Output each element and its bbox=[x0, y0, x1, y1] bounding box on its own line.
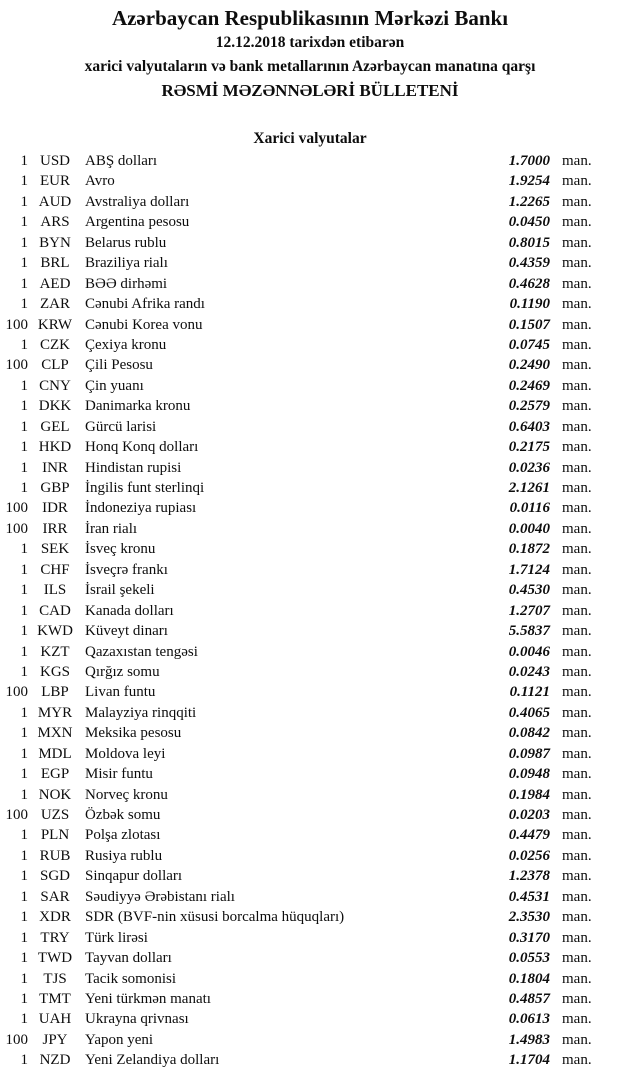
rate-value: 0.1804 bbox=[508, 970, 550, 987]
rate-unit: man. bbox=[562, 970, 592, 987]
currency-name: Gürcü larisi bbox=[85, 418, 157, 435]
currency-quantity: 1 bbox=[20, 766, 28, 783]
currency-code: DKK bbox=[38, 398, 72, 415]
currency-quantity: 100 bbox=[5, 1031, 28, 1048]
table-row bbox=[0, 703, 598, 723]
rate-unit: man. bbox=[562, 439, 592, 456]
rate-unit: man. bbox=[562, 214, 592, 231]
rate-unit: man. bbox=[562, 990, 592, 1007]
currency-name: Argentina pesosu bbox=[85, 214, 190, 231]
table-row bbox=[0, 887, 598, 907]
rate-value: 2.1261 bbox=[508, 480, 550, 496]
table-row bbox=[0, 866, 598, 886]
table-row bbox=[0, 601, 598, 621]
rate-unit: man. bbox=[562, 868, 592, 885]
currency-quantity: 1 bbox=[20, 255, 28, 272]
currency-quantity: 1 bbox=[20, 153, 28, 169]
rate-unit: man. bbox=[562, 582, 592, 599]
table-row bbox=[0, 315, 598, 335]
rate-value: 1.4983 bbox=[508, 1031, 550, 1048]
rate-value: 0.0046 bbox=[508, 643, 550, 660]
rate-unit: man. bbox=[562, 296, 592, 313]
table-row bbox=[0, 376, 598, 396]
rate-value: 1.7000 bbox=[508, 153, 550, 169]
table-row bbox=[0, 274, 598, 294]
rate-value: 1.7124 bbox=[508, 561, 550, 578]
rate-unit: man. bbox=[562, 643, 592, 660]
currency-quantity: 1 bbox=[20, 377, 28, 394]
currency-code: UAH bbox=[38, 1011, 72, 1028]
currency-name: BƏƏ dirhəmi bbox=[85, 275, 168, 292]
currency-name: ABŞ dolları bbox=[85, 153, 158, 169]
table-row bbox=[0, 744, 598, 764]
currency-code: SGD bbox=[39, 868, 70, 885]
rate-value: 0.2579 bbox=[508, 398, 550, 415]
currency-name: İsveçrə frankı bbox=[85, 561, 168, 578]
currency-code: CNY bbox=[39, 377, 71, 394]
currency-name: Səudiyyə Ərəbistanı rialı bbox=[85, 888, 235, 905]
table-row bbox=[0, 1030, 598, 1050]
rate-value: 0.2490 bbox=[508, 357, 550, 374]
table-row bbox=[0, 417, 598, 437]
currency-quantity: 100 bbox=[5, 357, 28, 374]
rate-unit: man. bbox=[562, 766, 592, 783]
currency-code: AUD bbox=[38, 193, 72, 210]
rate-unit: man. bbox=[562, 234, 592, 251]
rate-value: 1.2707 bbox=[508, 602, 550, 619]
currency-code: JPY bbox=[42, 1031, 68, 1048]
table-row bbox=[0, 171, 598, 191]
table-row bbox=[0, 1050, 598, 1070]
currency-name: Çexiya kronu bbox=[85, 336, 167, 353]
rate-unit: man. bbox=[562, 561, 592, 578]
rate-unit: man. bbox=[562, 193, 592, 210]
currency-code: BRL bbox=[40, 255, 70, 272]
currency-quantity: 1 bbox=[20, 275, 28, 292]
rate-unit: man. bbox=[562, 950, 592, 967]
bulletin-subtitle: xarici valyutaların və bank metallarının Azərbaycan manatına qarşı bbox=[84, 58, 536, 75]
currency-quantity: 1 bbox=[20, 173, 28, 190]
currency-name: Avstraliya dolları bbox=[85, 193, 190, 210]
currency-quantity: 1 bbox=[20, 725, 28, 742]
currency-quantity: 1 bbox=[20, 193, 28, 210]
currency-name: Avro bbox=[85, 173, 115, 190]
currency-quantity: 1 bbox=[20, 745, 28, 762]
currency-name: Küveyt dinarı bbox=[85, 623, 168, 640]
rate-unit: man. bbox=[562, 847, 592, 864]
currency-quantity: 1 bbox=[20, 623, 28, 640]
currency-code: IDR bbox=[42, 500, 68, 517]
rate-unit: man. bbox=[562, 704, 592, 721]
currency-name: Rusiya rublu bbox=[85, 847, 163, 864]
rate-unit: man. bbox=[562, 316, 592, 333]
currency-name: Cənubi Afrika randı bbox=[85, 296, 205, 313]
currency-quantity: 1 bbox=[20, 602, 28, 619]
rate-unit: man. bbox=[562, 1011, 592, 1028]
rate-value: 0.4065 bbox=[508, 704, 550, 721]
table-row bbox=[0, 519, 598, 539]
currency-name: Livan funtu bbox=[85, 684, 156, 701]
rate-unit: man. bbox=[562, 357, 592, 374]
currency-name: Çin yuanı bbox=[85, 377, 144, 394]
currency-code: AED bbox=[39, 275, 71, 292]
table-row bbox=[0, 539, 598, 559]
currency-code: EGP bbox=[40, 766, 70, 783]
currency-name: Kanada dolları bbox=[85, 602, 174, 619]
currency-quantity: 1 bbox=[20, 868, 28, 885]
currency-quantity: 1 bbox=[20, 439, 28, 456]
currency-quantity: 1 bbox=[20, 643, 28, 660]
table-row bbox=[0, 192, 598, 212]
table-row bbox=[0, 969, 598, 989]
currency-quantity: 1 bbox=[20, 459, 28, 476]
rate-value: 0.0116 bbox=[509, 500, 550, 517]
currency-code: HKD bbox=[38, 439, 72, 456]
rate-value: 0.4531 bbox=[508, 888, 550, 905]
currency-name: Danimarka kronu bbox=[85, 398, 191, 415]
currency-quantity: 1 bbox=[20, 786, 28, 803]
rate-unit: man. bbox=[562, 623, 592, 640]
currency-name: Qazaxıstan tengəsi bbox=[85, 643, 198, 660]
currency-code: GBP bbox=[40, 480, 70, 496]
currency-code: TRY bbox=[40, 929, 70, 946]
rate-unit: man. bbox=[562, 786, 592, 803]
rate-value: 1.2378 bbox=[508, 868, 550, 885]
currency-name: Türk lirəsi bbox=[85, 929, 148, 946]
currency-code: TJS bbox=[43, 970, 67, 987]
currency-code: NZD bbox=[39, 1052, 71, 1069]
rate-value: 0.4359 bbox=[508, 255, 550, 272]
currency-name: İran rialı bbox=[85, 520, 138, 537]
table-row bbox=[0, 580, 598, 600]
rate-value: 0.0243 bbox=[508, 663, 550, 680]
currency-quantity: 100 bbox=[5, 807, 28, 823]
currency-code: KRW bbox=[37, 316, 73, 333]
table-row bbox=[0, 723, 598, 743]
currency-code: SEK bbox=[40, 541, 70, 558]
currency-name: Yeni türkmən manatı bbox=[85, 990, 211, 1007]
table-row bbox=[0, 396, 598, 416]
rate-value: 0.4628 bbox=[508, 275, 550, 292]
table-row bbox=[0, 294, 598, 314]
currency-quantity: 1 bbox=[20, 234, 28, 251]
currency-name: Çili Pesosu bbox=[85, 357, 153, 374]
rate-unit: man. bbox=[562, 745, 592, 762]
rate-unit: man. bbox=[562, 255, 592, 272]
rate-value: 0.0987 bbox=[508, 745, 550, 762]
currency-code: GEL bbox=[40, 418, 70, 435]
currency-name: Yeni Zelandiya dolları bbox=[85, 1052, 220, 1069]
currency-code: CAD bbox=[39, 602, 71, 619]
rate-value: 0.0842 bbox=[508, 725, 550, 742]
currency-code: SAR bbox=[40, 888, 70, 905]
currency-name: İngilis funt sterlinqi bbox=[85, 480, 205, 496]
rate-unit: man. bbox=[562, 909, 592, 926]
rate-value: 1.1704 bbox=[508, 1052, 550, 1069]
currency-name: Honq Konq dolları bbox=[85, 439, 199, 456]
rate-unit: man. bbox=[562, 173, 592, 190]
currency-name: Qırğız somu bbox=[85, 663, 160, 680]
currency-quantity: 1 bbox=[20, 663, 28, 680]
bank-title: Azərbaycan Respublikasının Mərkəzi Bankı bbox=[111, 6, 509, 30]
currency-name: Tacik somonisi bbox=[85, 970, 177, 987]
currency-quantity: 1 bbox=[20, 561, 28, 578]
table-row bbox=[0, 989, 598, 1009]
table-row bbox=[0, 948, 598, 968]
rate-value: 0.1121 bbox=[509, 684, 550, 701]
currency-name: Sinqapur dolları bbox=[85, 868, 183, 885]
currency-quantity: 1 bbox=[20, 1011, 28, 1028]
currency-name: Malayziya rinqqiti bbox=[85, 704, 197, 721]
rate-unit: man. bbox=[562, 1031, 592, 1048]
currency-name: Yapon yeni bbox=[85, 1031, 154, 1048]
currency-code: NOK bbox=[38, 786, 72, 803]
currency-code: ZAR bbox=[40, 296, 70, 313]
rate-unit: man. bbox=[562, 663, 592, 680]
currency-code: PLN bbox=[40, 827, 70, 844]
rate-value: 1.2265 bbox=[508, 193, 550, 210]
currency-code: TWD bbox=[37, 950, 73, 967]
rate-value: 0.4530 bbox=[508, 582, 550, 599]
rate-value: 1.9254 bbox=[508, 173, 550, 190]
rate-value: 0.8015 bbox=[508, 234, 550, 251]
rate-value: 0.3170 bbox=[508, 929, 550, 946]
rate-unit: man. bbox=[562, 807, 592, 823]
table-row bbox=[0, 846, 598, 866]
currency-code: ILS bbox=[43, 582, 67, 599]
rate-value: 5.5837 bbox=[508, 623, 550, 640]
currency-name: SDR (BVF-nin xüsusi borcalma hüquqları) bbox=[85, 909, 345, 926]
rate-value: 0.0256 bbox=[508, 847, 550, 864]
currency-code: IRR bbox=[42, 520, 68, 537]
currency-quantity: 1 bbox=[20, 888, 28, 905]
currency-quantity: 1 bbox=[20, 1052, 28, 1069]
currency-code: MXN bbox=[37, 725, 73, 742]
rate-unit: man. bbox=[562, 725, 592, 742]
table-row bbox=[0, 478, 598, 498]
rate-unit: man. bbox=[562, 602, 592, 619]
rate-value: 0.4479 bbox=[508, 827, 550, 844]
table-row bbox=[0, 785, 598, 805]
section-title-foreign-currencies: Xarici valyutalar bbox=[253, 130, 367, 147]
table-row bbox=[0, 498, 598, 518]
currency-quantity: 1 bbox=[20, 480, 28, 496]
currency-code: KGS bbox=[39, 663, 70, 680]
table-row bbox=[0, 560, 598, 580]
currency-quantity: 100 bbox=[5, 684, 28, 701]
currency-quantity: 1 bbox=[20, 847, 28, 864]
currency-code: MYR bbox=[37, 704, 73, 721]
table-row bbox=[0, 437, 598, 457]
currency-code: KWD bbox=[37, 623, 73, 640]
rate-unit: man. bbox=[562, 500, 592, 517]
currency-quantity: 100 bbox=[5, 316, 28, 333]
currency-name: Hindistan rupisi bbox=[85, 459, 182, 476]
rate-value: 0.0553 bbox=[508, 950, 550, 967]
table-row bbox=[0, 764, 598, 784]
currency-name: Moldova leyi bbox=[85, 745, 166, 762]
table-row bbox=[0, 621, 598, 641]
currency-quantity: 1 bbox=[20, 970, 28, 987]
currency-name: Norveç kronu bbox=[85, 786, 168, 803]
rate-value: 0.0450 bbox=[508, 214, 550, 231]
currency-quantity: 1 bbox=[20, 398, 28, 415]
table-row bbox=[0, 1009, 598, 1029]
currency-code: EUR bbox=[40, 173, 70, 190]
rate-unit: man. bbox=[562, 520, 592, 537]
currency-quantity: 1 bbox=[20, 909, 28, 926]
currency-code: UZS bbox=[40, 807, 70, 823]
currency-quantity: 1 bbox=[20, 214, 28, 231]
currency-quantity: 1 bbox=[20, 296, 28, 313]
currency-code: CLP bbox=[41, 357, 69, 374]
currency-name: İndoneziya rupiası bbox=[85, 500, 197, 517]
currency-code: CZK bbox=[40, 336, 70, 353]
currency-code: CHF bbox=[40, 561, 70, 578]
effective-date-line: 12.12.2018 tarixdən etibarən bbox=[215, 34, 405, 51]
currency-name: Cənubi Korea vonu bbox=[85, 316, 203, 333]
currency-name: Ukrayna qrivnası bbox=[85, 1011, 189, 1028]
table-row bbox=[0, 253, 598, 273]
currency-name: Özbək somu bbox=[85, 807, 161, 823]
rate-value: 0.0613 bbox=[508, 1011, 550, 1028]
currency-quantity: 1 bbox=[20, 990, 28, 1007]
rate-value: 0.0236 bbox=[508, 459, 550, 476]
rate-value: 0.0040 bbox=[508, 520, 550, 537]
table-row bbox=[0, 682, 598, 702]
currency-quantity: 100 bbox=[5, 520, 28, 537]
rate-unit: man. bbox=[562, 418, 592, 435]
currency-quantity: 1 bbox=[20, 582, 28, 599]
currency-name: Belarus rublu bbox=[85, 234, 167, 251]
table-row bbox=[0, 662, 598, 682]
rate-unit: man. bbox=[562, 929, 592, 946]
currency-quantity: 100 bbox=[5, 500, 28, 517]
table-row bbox=[0, 907, 598, 927]
rate-value: 0.1872 bbox=[508, 541, 550, 558]
bulletin-header bbox=[0, 0, 620, 102]
currency-code: USD bbox=[39, 153, 70, 169]
rate-value: 0.6403 bbox=[508, 418, 550, 435]
currency-code: BYN bbox=[39, 234, 71, 251]
currency-code: TMT bbox=[39, 990, 71, 1007]
rate-unit: man. bbox=[562, 888, 592, 905]
currency-name: Tayvan dolları bbox=[85, 950, 172, 967]
rate-value: 0.0203 bbox=[508, 807, 550, 823]
rate-unit: man. bbox=[562, 684, 592, 701]
currency-name: Polşa zlotası bbox=[85, 827, 161, 844]
currency-code: MDL bbox=[38, 745, 72, 762]
currency-name: Meksika pesosu bbox=[85, 725, 182, 742]
currency-code: ARS bbox=[40, 214, 70, 231]
rate-unit: man. bbox=[562, 1052, 592, 1069]
currency-name: Misir funtu bbox=[85, 766, 153, 783]
currency-name: İsrail şekeli bbox=[85, 582, 155, 599]
currency-quantity: 1 bbox=[20, 827, 28, 844]
currency-code: LBP bbox=[41, 684, 69, 701]
currency-name: Braziliya rialı bbox=[85, 255, 168, 272]
table-row bbox=[0, 928, 598, 948]
rate-value: 0.0745 bbox=[508, 336, 550, 353]
rate-value: 0.2469 bbox=[508, 377, 550, 394]
table-row bbox=[0, 458, 598, 478]
rate-unit: man. bbox=[562, 275, 592, 292]
currency-code: KZT bbox=[40, 643, 70, 660]
currency-quantity: 1 bbox=[20, 541, 28, 558]
currency-quantity: 1 bbox=[20, 950, 28, 967]
rate-unit: man. bbox=[562, 153, 592, 169]
table-row bbox=[0, 355, 598, 375]
table-row bbox=[0, 642, 598, 662]
rate-unit: man. bbox=[562, 398, 592, 415]
rate-value: 0.1507 bbox=[508, 316, 550, 333]
table-row bbox=[0, 335, 598, 355]
table-row bbox=[0, 825, 598, 845]
rate-value: 0.1984 bbox=[508, 786, 550, 803]
rate-unit: man. bbox=[562, 336, 592, 353]
currency-code: XDR bbox=[39, 909, 71, 926]
currency-code: INR bbox=[42, 459, 68, 476]
rate-value: 0.4857 bbox=[508, 990, 550, 1007]
rates-table bbox=[0, 151, 620, 1071]
rate-unit: man. bbox=[562, 480, 592, 496]
currency-quantity: 1 bbox=[20, 929, 28, 946]
rate-value: 2.3530 bbox=[508, 909, 550, 926]
rate-unit: man. bbox=[562, 377, 592, 394]
currency-name: İsveç kronu bbox=[85, 541, 156, 558]
table-row bbox=[0, 151, 598, 171]
table-row bbox=[0, 805, 598, 825]
rate-value: 0.0948 bbox=[508, 766, 550, 783]
currency-code: RUB bbox=[39, 847, 71, 864]
rate-unit: man. bbox=[562, 459, 592, 476]
currency-quantity: 1 bbox=[20, 336, 28, 353]
rate-value: 0.2175 bbox=[508, 439, 550, 456]
currency-quantity: 1 bbox=[20, 704, 28, 721]
table-row bbox=[0, 212, 598, 232]
rate-unit: man. bbox=[562, 827, 592, 844]
currency-quantity: 1 bbox=[20, 418, 28, 435]
rate-unit: man. bbox=[562, 541, 592, 558]
rate-value: 0.1190 bbox=[509, 296, 550, 313]
table-row bbox=[0, 233, 598, 253]
bulletin-name: RƏSMİ MƏZƏNNƏLƏRİ BÜLLETENİ bbox=[161, 81, 459, 100]
